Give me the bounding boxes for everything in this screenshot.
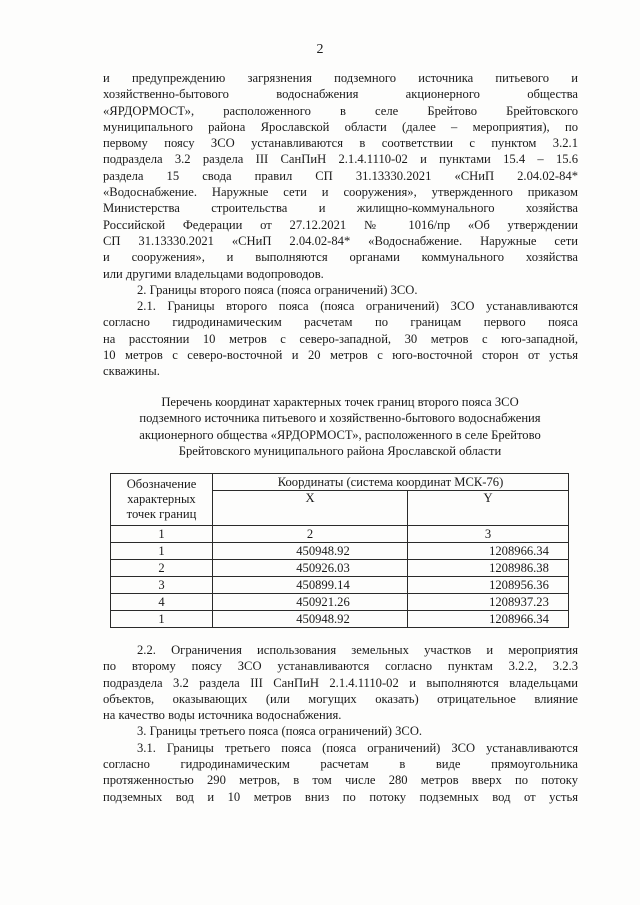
table-cell: 450921.26	[213, 594, 408, 611]
table-cell: 450948.92	[213, 543, 408, 560]
caption-line: Брейтовского муниципального района Ярославской области	[178, 443, 502, 458]
section-2-heading: 2. Границы второго пояса (пояса ограничений) ЗСО.	[137, 282, 418, 297]
header-x: X	[213, 491, 408, 526]
text-line: или другими владельцами водопроводов.	[103, 266, 324, 281]
text-line: на расстоянии 10 метров с северо-западной, 30 метров с юго-западной,	[103, 331, 578, 346]
section-3-heading: 3. Границы третьего пояса (пояса ограничений) ЗСО.	[137, 724, 423, 739]
text-line: первому поясу ЗСО устанавливаются в соответствии с пунктом 3.2.1	[103, 136, 578, 151]
text-line: подземных вод и 10 метров вниз по потоку подземных вод от устья	[103, 789, 578, 804]
table-cell: 3	[408, 526, 569, 543]
paragraph-second-belt-restrictions	[103, 642, 578, 805]
table-index-row	[111, 526, 569, 543]
caption-line: Перечень координат характерных точек границ второго пояса ЗСО	[161, 395, 519, 409]
text-line: скважины.	[103, 364, 160, 379]
text-line: протяженностью 290 метров, в том числе 280 метров вверх по потоку	[103, 773, 578, 788]
paragraph-first-belt-measures	[103, 70, 578, 380]
text-line: муниципального района Ярославской области (далее – мероприятия), по	[103, 119, 578, 134]
table-row	[111, 543, 569, 560]
caption-line: подземного источника питьевого и хозяйственно-бытового водоснабжения	[139, 411, 541, 426]
table-cell: 1	[111, 526, 213, 543]
table-caption	[100, 394, 580, 459]
text-line: СП 31.13330.2021 «СНиП 2.04.02-84* «Водоснабжение. Наружные сети	[103, 233, 578, 248]
table-row	[111, 594, 569, 611]
page-number: 2	[316, 42, 324, 57]
text-line: объектов, оказывающих (или могущих оказать) отрицательное влияние	[103, 691, 578, 706]
text-line: 2.2. Ограничения использования земельных участков и мероприятия	[137, 643, 578, 657]
table-cell: 1	[111, 611, 213, 628]
text-line: подраздела 3.2 раздела III СанПиН 2.1.4.1110-02 и пунктами 15.4 – 15.6	[103, 152, 578, 167]
text-line: и сооружения», и выполняются органами коммунального хозяйства	[103, 250, 578, 265]
table-cell: 1208956.36	[408, 577, 569, 594]
table-cell: 450948.92	[213, 611, 408, 628]
table-row	[111, 577, 569, 594]
text-line: на качество воды источника водоснабжения.	[103, 708, 342, 723]
text-line: Министерства строительства и жилищно-коммунального хозяйства	[103, 201, 578, 216]
header-y: Y	[408, 491, 569, 526]
table-cell: 1208937.23	[408, 594, 569, 611]
text-line: раздела 15 свода правил СП 31.13330.2021 «СНиП 2.04.02-84*	[103, 168, 578, 183]
table-cell: 2	[213, 526, 408, 543]
table-cell: 1	[111, 543, 213, 560]
header-coordinates: Координаты (система координат МСК-76)	[213, 474, 569, 491]
text-line: «ЯРДОРМОСТ», расположенного в селе Брейтово Брейтовского	[103, 103, 578, 118]
table-cell: 1208966.34	[408, 543, 569, 560]
table-cell: 1208986.38	[408, 560, 569, 577]
table-cell: 1208966.34	[408, 611, 569, 628]
text-line: 10 метров с северо-восточной и 20 метров с юго-восточной сторон от устья	[103, 348, 578, 363]
text-line: согласно гидродинамическим расчетам по границам первого пояса	[103, 315, 578, 330]
header-point-designation: Обозначение характерных точек границ	[111, 474, 213, 526]
text-line: по второму поясу ЗСО устанавливаются согласно пунктам 3.2.2, 3.2.3	[103, 659, 578, 674]
table-cell: 4	[111, 594, 213, 611]
caption-line: акционерного общества «ЯРДОРМОСТ», расположенного в селе Брейтово	[139, 427, 541, 442]
table-row	[111, 611, 569, 628]
text-line: согласно гидродинамическим расчетам в виде прямоугольника	[103, 757, 578, 772]
table-cell: 2	[111, 560, 213, 577]
table-row	[111, 560, 569, 577]
text-line: Российской Федерации от 27.12.2021 № 1016/пр «Об утверждении	[103, 217, 578, 232]
table-cell: 450926.03	[213, 560, 408, 577]
table-cell: 3	[111, 577, 213, 594]
text-line: 2.1. Границы второго пояса (пояса ограничений) ЗСО устанавливаются	[137, 299, 578, 314]
text-line: хозяйственно-бытового водоснабжения акционерного общества	[103, 87, 578, 102]
text-line: подраздела 3.2 раздела III СанПиН 2.1.4.1110-02 и выполняются владельцами	[103, 675, 578, 690]
text-line: «Водоснабжение. Наружные сети и сооружения», утвержденного приказом	[103, 185, 578, 200]
text-line: 3.1. Границы третьего пояса (пояса ограничений) ЗСО устанавливаются	[137, 740, 578, 755]
coordinates-table	[110, 473, 569, 628]
table-cell: 450899.14	[213, 577, 408, 594]
table-header-row	[111, 474, 569, 491]
text-line: и предупреждению загрязнения подземного источника питьевого и	[103, 71, 578, 85]
